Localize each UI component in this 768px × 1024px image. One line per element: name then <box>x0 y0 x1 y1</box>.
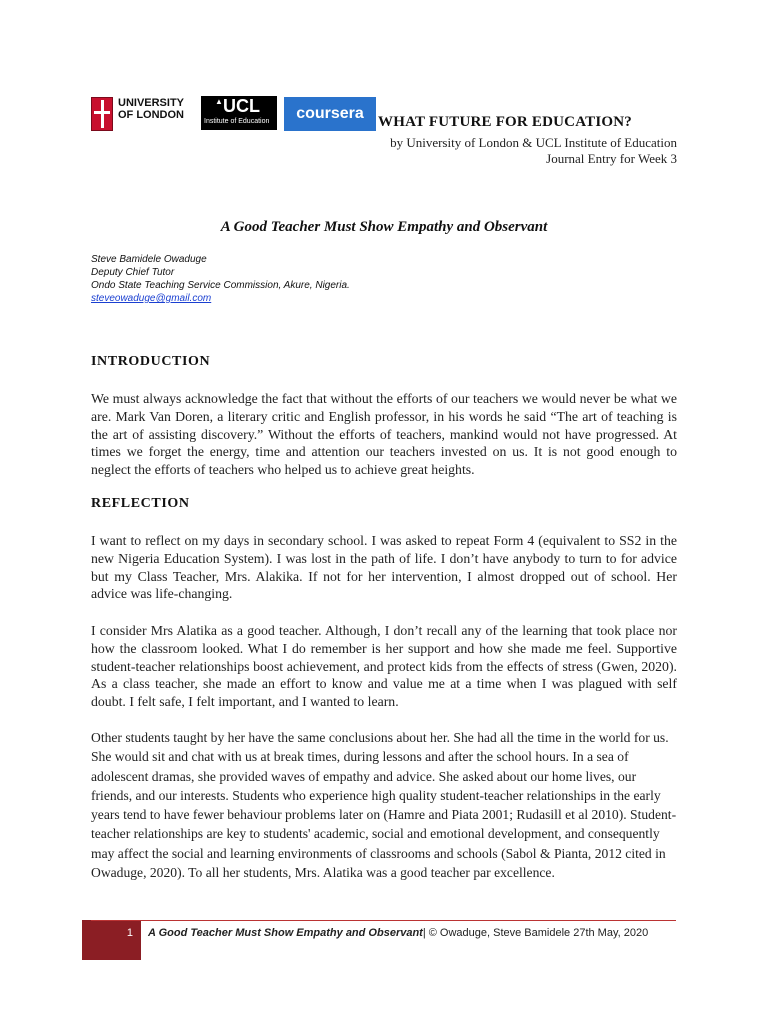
author-name: Steve Bamidele Owaduge <box>91 254 207 265</box>
ucl-dome-icon: ▲ <box>215 97 223 106</box>
author-email-link[interactable]: steveowaduge@gmail.com <box>91 293 212 304</box>
introduction-paragraph: We must always acknowledge the fact that without the efforts of our teachers we would never be what we are. Mark Van Doren, a literary critic and English professor, in his words he said “The art of teaching is the art of assisting discovery.” Without the efforts of teachers, mankind would not have progressed. At times we forget the energy, time and attention our teachers invested on us. It is not good enough to neglect the efforts of teachers who helped us to achieve great heights. <box>91 391 677 478</box>
author-organization: Ondo State Teaching Service Commission, Akure, Nigeria. <box>91 280 350 291</box>
ucl-institute-logo: ▲ UCL Institute of Education <box>201 96 277 130</box>
author-role: Deputy Chief Tutor <box>91 267 175 278</box>
footer-divider <box>91 920 676 921</box>
footer-text <box>148 926 648 940</box>
header-main-title: WHAT FUTURE FOR EDUCATION? <box>378 114 632 130</box>
reflection-paragraph-1: I want to reflect on my days in secondary school. I was asked to repeat Form 4 (equivalent to SS2 in the new Nigeria Education System). I was lost in the path of life. I don’t have anybody to turn to for advice but my Class Teacher, Mrs. Alakika. If not for her intervention, I almost dropped out of school. Her advice was life-changing. <box>91 533 677 602</box>
reflection-paragraph-2: I consider Mrs Alatika as a good teacher. Although, I don’t recall any of the learning that took place nor how the classroom looked. What I do remember is her support and how she made me feel. Supportive student-teacher relationships boost achievement, and protect kids from the effects of stress (Gwen, 2020). As a class teacher, she made an effort to know and value me at a time when I was plagued with self doubt. I felt safe, I felt important, and I wanted to learn. <box>91 623 677 710</box>
header-journal-line: Journal Entry for Week 3 <box>546 151 677 166</box>
coursera-logo: coursera <box>284 97 376 131</box>
author-block <box>91 253 350 305</box>
reflection-paragraph-3: Other students taught by her have the same conclusions about her. She had all the time in the world for us. She would sit and chat with us at break times, during lessons and after the school hours. In a sea of adolescent dramas, she provided waves of empathy and advice. She asked about our home lives, our friends, and our interests. Students who experience high quality student-teacher relationships in the early years tend to have fewer behaviour problems later on (Hamre and Piata 2001; Rudasill et al 2010). Student-teacher relationships are key to students' academic, social and emotional development, and consequently may affect the social and learning environments of classrooms and schools (Sabol & Pianta, 2012 cited in Owaduge, 2020). To all her students, Mrs. Alatika was a good teacher par excellence. <box>91 730 677 881</box>
reflection-heading: REFLECTION <box>91 496 190 511</box>
footer-copyright: © Owaduge, Steve Bamidele 27th May, 2020 <box>425 927 649 939</box>
footer-separator: | <box>422 927 426 939</box>
footer-page-number: 1 <box>126 927 133 939</box>
document-title: A Good Teacher Must Show Empathy and Observant <box>220 219 548 235</box>
university-of-london-crest-icon <box>91 97 113 131</box>
university-of-london-logo: UNIVERSITY OF LONDON <box>118 97 185 121</box>
introduction-heading: INTRODUCTION <box>91 354 211 369</box>
header-by-line: by University of London & UCL Institute of Education <box>390 135 677 150</box>
footer-title: A Good Teacher Must Show Empathy and Observant <box>148 927 423 939</box>
